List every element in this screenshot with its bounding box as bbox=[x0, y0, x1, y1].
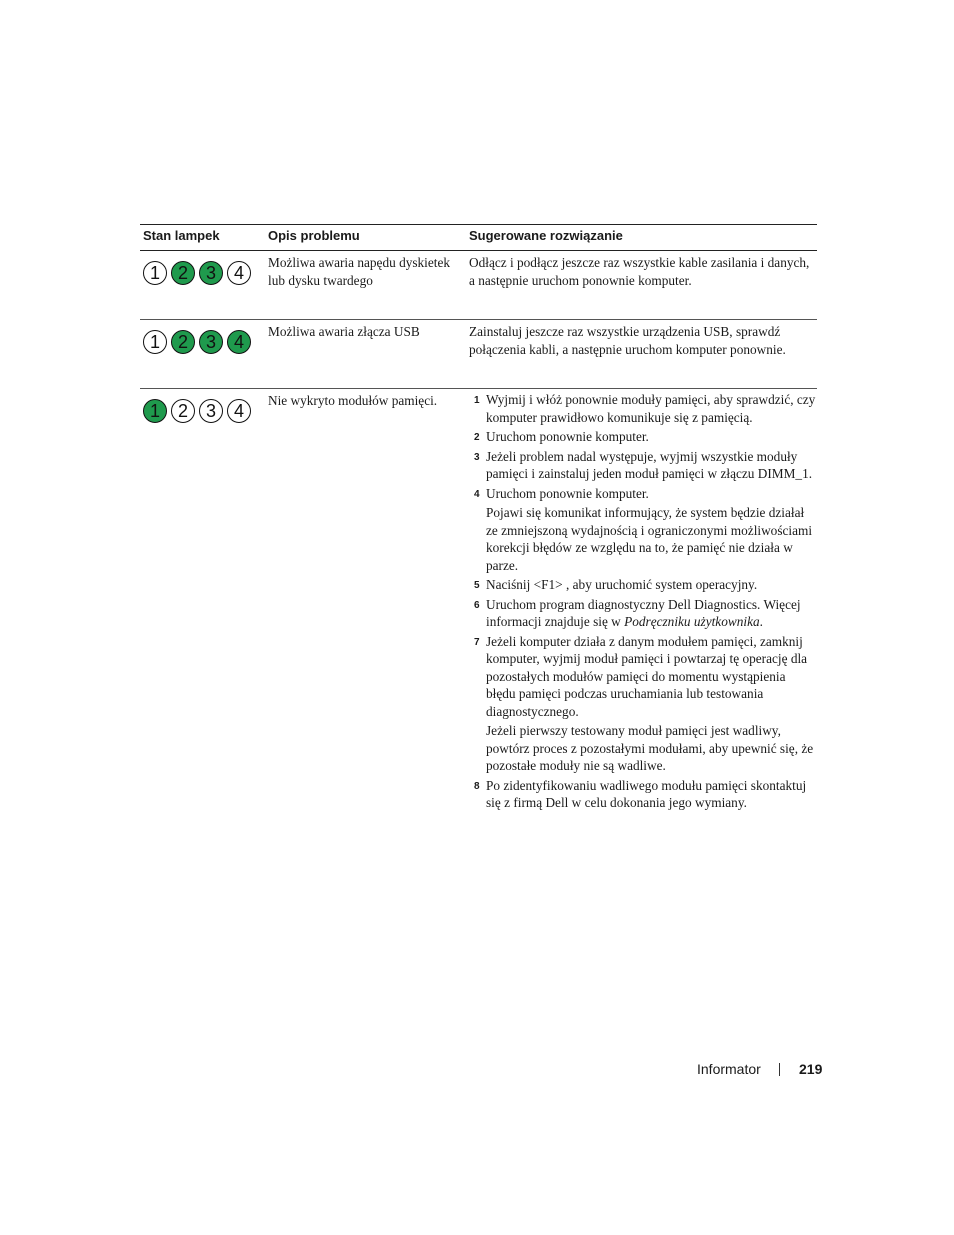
step-number: 6 bbox=[474, 599, 480, 611]
light-4-icon: 4 bbox=[227, 330, 251, 354]
table-row bbox=[140, 320, 817, 389]
light-3-icon: 3 bbox=[199, 330, 223, 354]
table-header bbox=[140, 224, 817, 251]
header-solution: Sugerowane rozwiązanie bbox=[469, 228, 623, 243]
solution-step bbox=[474, 633, 816, 721]
problem-description: Nie wykryto modułów pamięci. bbox=[268, 393, 438, 408]
problem-description: Możliwa awaria napędu dyskietek lub dysku twardego bbox=[268, 255, 451, 288]
step-text: Uruchom ponownie komputer. bbox=[486, 429, 649, 444]
footer-section-title: Informator bbox=[697, 1061, 761, 1077]
step-text: Jeżeli komputer działa z danym modułem pamięci, zamknij komputer, wyjmij moduł pamięci i powtarzaj tę operację dla pozostałych modułów pamięci do momentu wystąpienia błędu pamięci podczas uruchamiania lub testowania diagnostycznego. bbox=[486, 633, 808, 719]
step-note: Pojawi się komunikat informujący, że system będzie działał ze zmniejszoną wydajnością i ograniczonymi możliwościami korekcji błędów ze względu na to, że pamięć nie działa w parze. bbox=[486, 505, 813, 573]
step-text: Po zidentyfikowaniu wadliwego modułu pamięci skontaktuj się z firmą Dell w celu dokonania jego wymiany. bbox=[486, 777, 807, 810]
diagnostic-lights-table bbox=[140, 224, 817, 839]
light-4-icon: 4 bbox=[227, 399, 251, 423]
light-1-icon: 1 bbox=[143, 330, 167, 354]
light-4-icon: 4 bbox=[227, 261, 251, 285]
light-3-icon: 3 bbox=[199, 399, 223, 423]
solution-step bbox=[474, 596, 816, 631]
solution-step bbox=[474, 485, 816, 503]
header-lamp-state: Stan lampek bbox=[143, 228, 220, 243]
step-number: 4 bbox=[474, 488, 480, 500]
step-number: 7 bbox=[474, 636, 480, 648]
light-2-icon: 2 bbox=[171, 261, 195, 285]
step-text: Jeżeli problem nadal występuje, wyjmij wszystkie moduły pamięci i zainstaluj jeden moduł pamięci w złączu DIMM_1. bbox=[486, 448, 813, 481]
suggested-solution: Zainstaluj jeszcze raz wszystkie urządzenia USB, sprawdź połączenia kabli, a następnie uruchom komputer ponownie. bbox=[469, 324, 786, 357]
step-number: 5 bbox=[474, 580, 480, 591]
solution-steps bbox=[474, 391, 816, 814]
table-row bbox=[140, 251, 817, 320]
step-number: 8 bbox=[474, 780, 480, 792]
step-text-tail: . bbox=[759, 614, 763, 629]
light-2-icon: 2 bbox=[171, 330, 195, 354]
step-note: Jeżeli pierwszy testowany moduł pamięci jest wadliwy, powtórz proces z pozostałymi modułami, aby upewnić się, że pozostałe moduły nie są wadliwe. bbox=[486, 723, 814, 773]
light-1-icon: 1 bbox=[143, 399, 167, 423]
solution-step bbox=[474, 428, 816, 446]
solution-step bbox=[474, 576, 816, 594]
light-1-icon: 1 bbox=[143, 261, 167, 285]
solution-step bbox=[474, 777, 816, 812]
step-number: 3 bbox=[474, 451, 480, 463]
manual-title: Podręczniku użytkownika bbox=[624, 614, 760, 629]
problem-description: Możliwa awaria złącza USB bbox=[268, 324, 420, 339]
page-number: 219 bbox=[799, 1061, 823, 1077]
suggested-solution: Odłącz i podłącz jeszcze raz wszystkie kable zasilania i danych, a następnie uruchom ponownie komputer. bbox=[469, 255, 810, 288]
step-number: 1 bbox=[474, 395, 480, 406]
solution-step bbox=[474, 448, 816, 483]
table-row bbox=[140, 389, 817, 839]
step-text: Naciśnij <F1> , aby uruchomić system operacyjny. bbox=[486, 577, 758, 592]
step-number: 2 bbox=[474, 432, 480, 443]
footer-divider bbox=[779, 1063, 780, 1076]
light-3-icon: 3 bbox=[199, 261, 223, 285]
step-text: Uruchom ponownie komputer. bbox=[486, 485, 649, 501]
step-text: Uruchom program diagnostyczny Dell Diagnostics. Więcej informacji znajduje się w bbox=[486, 596, 801, 629]
solution-step bbox=[474, 391, 816, 426]
light-2-icon: 2 bbox=[171, 399, 195, 423]
header-problem: Opis problemu bbox=[268, 228, 360, 243]
step-text: Wyjmij i włóż ponownie moduły pamięci, aby sprawdzić, czy komputer prawidłowo komunikuje się z pamięcią. bbox=[486, 392, 816, 425]
